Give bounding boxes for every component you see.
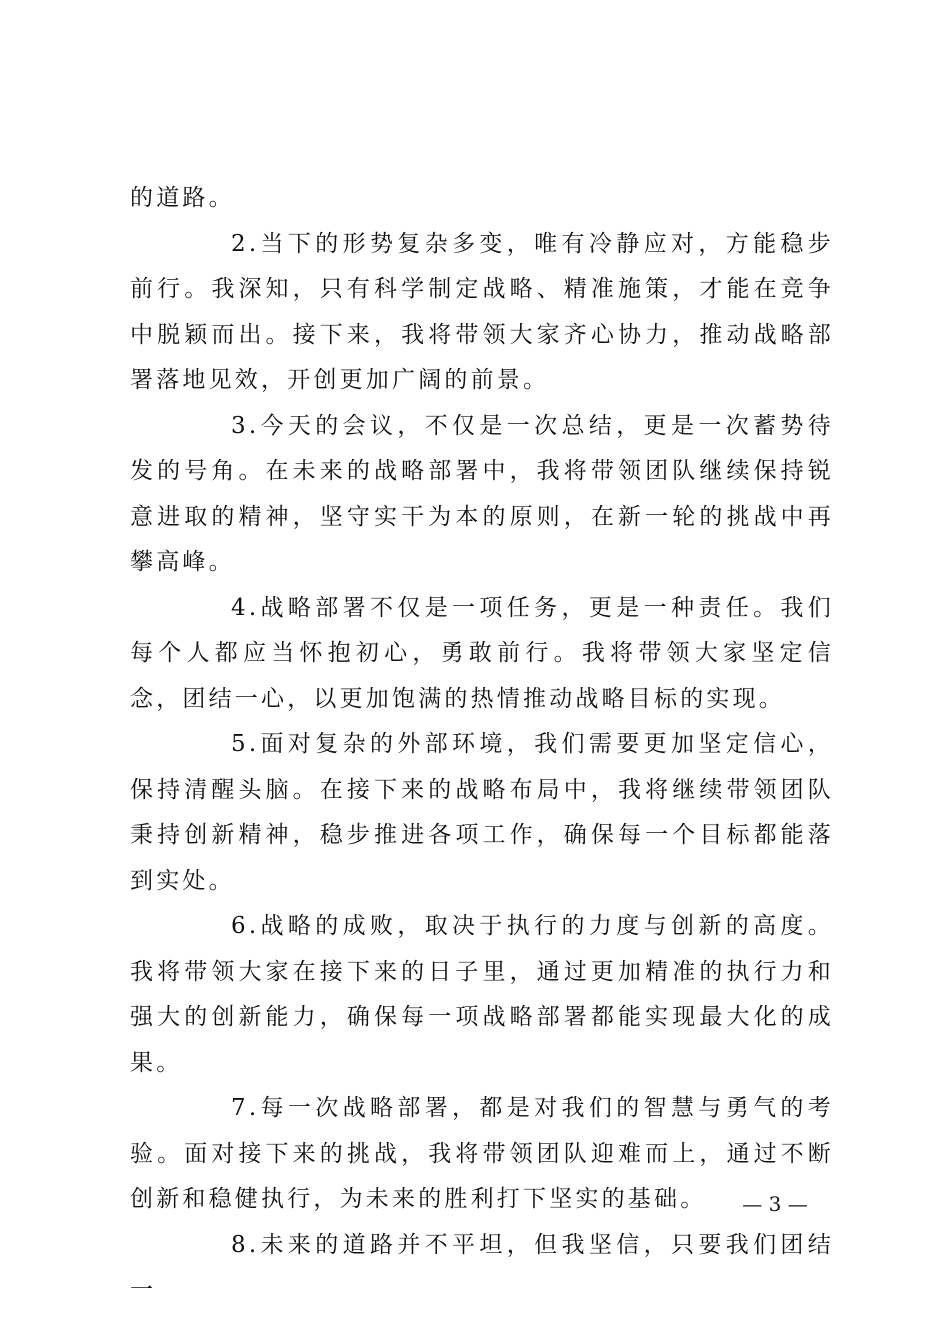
paragraph-8: 8.未来的道路并不平坦，但我坚信，只要我们团结一 [130, 1231, 834, 1303]
paragraph-4: 4.战略部署不仅是一项任务，更是一种责任。我们每个人都应当怀抱初心，勇敢前行。我将带领大家坚定信念，团结一心，以更加饱满的热情推动战略目标的实现。 [130, 594, 834, 712]
paragraph-3: 3.今天的会议，不仅是一次总结，更是一次蓄势待发的号角。在未来的战略部署中，我将带领团队继续保持锐意进取的精神，坚守实干为本的原则，在新一轮的挑战中再攀高峰。 [130, 412, 834, 575]
paragraph-6: 6.战略的成败，取决于执行的力度与创新的高度。我将带领大家在接下来的日子里，通过更加精准的执行力和强大的创新能力，确保每一项战略部署都能实现最大化的成果。 [130, 913, 834, 1076]
paragraph-continuation: 的道路。 [130, 185, 235, 211]
paragraph-2: 2.当下的形势复杂多变，唯有冷静应对，方能稳步前行。我深知，只有科学制定战略、精准施策，才能在竞争中脱颖而出。接下来，我将带领大家齐心协力，推动战略部署落地见效，开创更加广阔的前景。 [130, 230, 834, 393]
body-text [130, 176, 834, 1314]
paragraph-7: 7.每一次战略部署，都是对我们的智慧与勇气的考验。面对接下来的挑战，我将带领团队迎难而上，通过不断创新和稳健执行，为未来的胜利打下坚实的基础。 [130, 1095, 834, 1212]
page-number: — 3 — [742, 1192, 808, 1216]
paragraph-5: 5.面对复杂的外部环境，我们需要更加坚定信心，保持清醒头脑。在接下来的战略布局中，我将继续带领团队秉持创新精神，稳步推进各项工作，确保每一个目标都能落到实处。 [130, 731, 834, 894]
